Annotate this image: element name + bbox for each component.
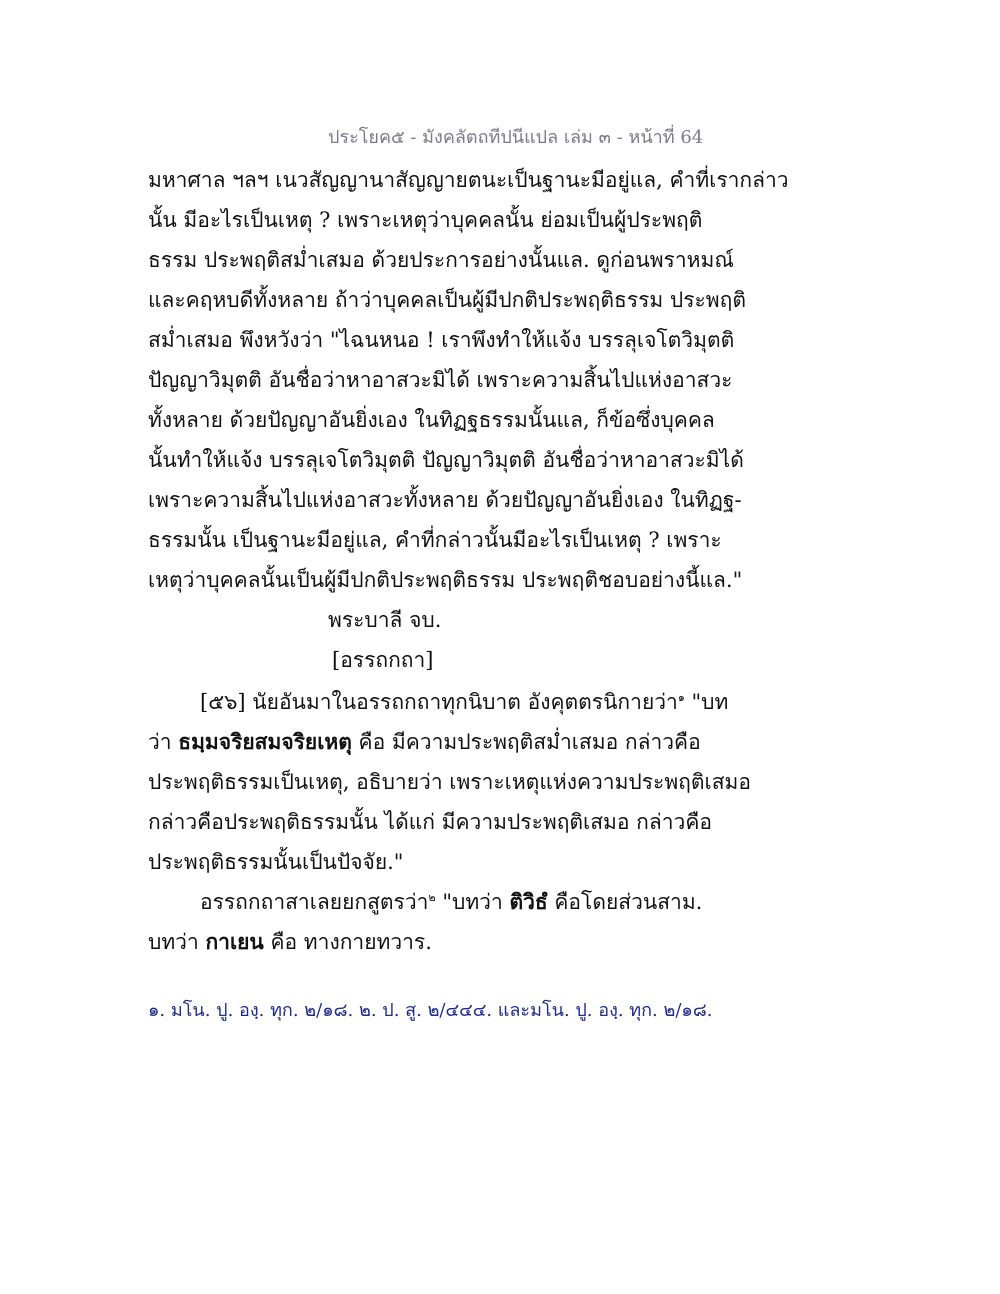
section-heading: [อรรถกถา] [332,648,434,672]
body-text [148,160,868,962]
text-line: ประพฤติธรรมเป็นเหตุ, อธิบายว่า เพราะเหตุแห่งความประพฤติเสมอ [148,770,751,794]
text-line [148,722,868,762]
text-line: ธรรม ประพฤติสม่ำเสมอ ด้วยประการอย่างนั้นแล. ดูก่อนพราหมณ์ [148,248,734,272]
pali-term-bold: ติวิธํ [509,889,548,914]
text-line: เหตุว่าบุคคลนั้นเป็นผู้มีปกติประพฤติธรรม ประพฤติชอบอย่างนี้แล." [148,568,743,592]
pali-term-bold: กาเยน [205,929,264,954]
text-span: [๕๖] นัยอันมาในอรรถกถาทุกนิบาต อังคุตตรนิกายว่า [200,690,678,714]
paragraph-pali [148,160,868,600]
text-span: ว่า [148,730,179,754]
paragraph-commentary-1 [148,682,868,882]
text-line: สม่ำเสมอ พึงหวังว่า "ไฉนหนอ ! เราพึงทำให้แจ้ง บรรลุเจโตวิมุตติ [148,328,735,352]
text-line: และคฤหบดีทั้งหลาย ถ้าว่าบุคคลเป็นผู้มีปกติประพฤติธรรม ประพฤติ [148,288,746,312]
paragraph-commentary-2 [148,882,868,962]
text-line: ธรรมนั้น เป็นฐานะมีอยู่แล, คำที่กล่าวนั้นมีอะไรเป็นเหตุ ? เพราะ [148,528,722,552]
footnote-ref: ๑ [677,691,685,704]
text-line: มหาศาล ฯลฯ เนวสัญญานาสัญญายตนะเป็นฐานะมีอยู่แล, คำที่เรากล่าว [148,168,789,192]
text-span: คือ ทางกายทวาร. [263,930,432,954]
text-line [148,922,868,962]
running-header: ประโยค๕ - มังคลัตถทีปนีแปล เล่ม ๓ - หน้าที่ 64 [328,127,704,148]
pali-end-marker: พระบาลี จบ. [328,608,442,632]
text-span: คือ มีความประพฤติสม่ำเสมอ กล่าวคือ [351,730,701,754]
text-span: อรรถกถาสาเลยยกสูตรว่า [200,890,429,914]
text-span: คือโดยส่วนสาม. [547,890,703,914]
text-line: นั้นทำให้แจ้ง บรรลุเจโตวิมุตติ ปัญญาวิมุตติ อันชื่อว่าหาอาสวะมิได้ [148,448,744,472]
text-line: นั้น มีอะไรเป็นเหตุ ? เพราะเหตุว่าบุคคลนั้น ย่อมเป็นผู้ประพฤติ [148,208,703,232]
text-line [148,682,868,722]
text-line: ปัญญาวิมุตติ อันชื่อว่าหาอาสวะมิได้ เพราะความสิ้นไปแห่งอาสวะ [148,368,733,392]
text-line: ประพฤติธรรมนั้นเป็นปัจจัย." [148,850,404,874]
text-line: เพราะความสิ้นไปแห่งอาสวะทั้งหลาย ด้วยปัญญาอันยิ่งเอง ในทิฏฐ- [148,488,742,512]
footnote-ref: ๒ [428,891,436,904]
pali-term-bold: ธมฺมจริยสมจริยเหตุ [178,729,352,754]
text-span: "บทว่า [435,890,510,914]
text-span: "บท [684,690,729,714]
footnote: ๑. มโน. ปู. องฺ. ทุก. ๒/๑๘. ๒. ป. สู. ๒/๔๔๔. และมโน. ปู. องฺ. ทุก. ๒/๑๘. [148,1000,713,1021]
text-line: ทั้งหลาย ด้วยปัญญาอันยิ่งเอง ในทิฏฐธรรมนั้นแล, ก็ข้อซึ่งบุคคล [148,408,715,432]
text-span: บทว่า [148,930,206,954]
text-line [148,882,868,922]
text-line: กล่าวคือประพฤติธรรมนั้น ได้แก่ มีความประพฤติเสมอ กล่าวคือ [148,810,712,834]
